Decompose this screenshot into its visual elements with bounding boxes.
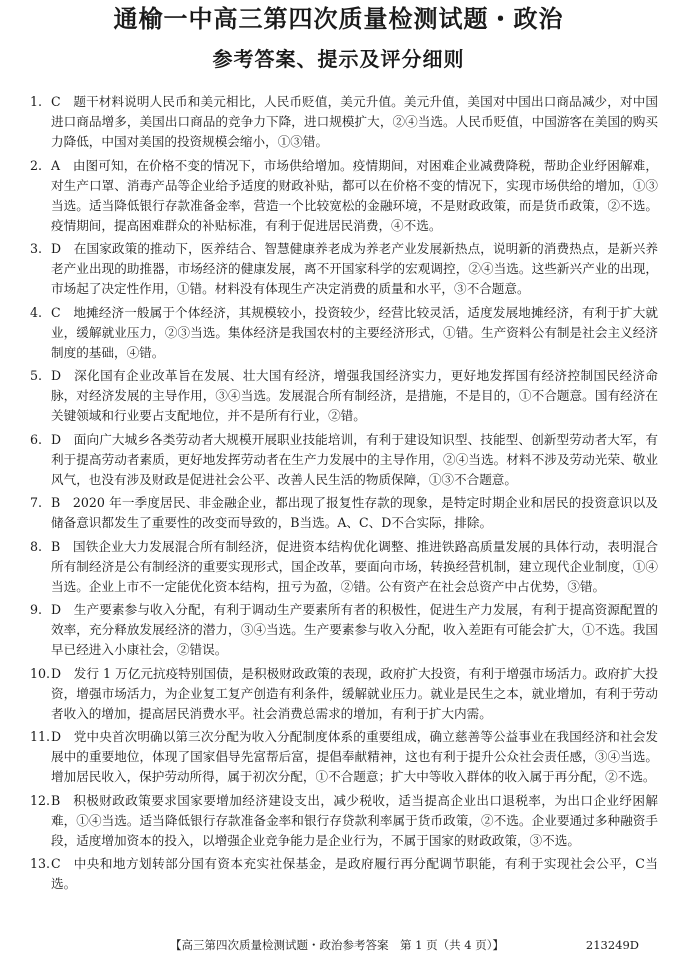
answer-number: 4. — [30, 304, 43, 320]
answer-number: 7. — [30, 495, 43, 510]
answer-explanation: 发行 1 万亿元抗疫特别国债，是积极财政政策的表现，政府扩大投资，有利于增强市场活力。政府扩大投资，增强市场活力，为企业复工复产创造有利条件，缓解就业压力。就业是民生之本，就业增加，有利于劳动者收入的增加，提高居民消费水平。社会消费总需求的增加，有利于扩大内需。 — [51, 665, 658, 721]
answer-number: 1. — [30, 94, 43, 109]
answer-item — [30, 366, 658, 426]
answer-number: 9. — [30, 602, 43, 617]
answer-list — [30, 92, 658, 898]
answer-explanation: 由图可知，在价格不变的情况下，市场供给增加。疫情期间，对困难企业减费降税，帮助企业纾困解难，对生产口罩、消毒产品等企业给予适度的财政补贴，都可以在价格不变的情况下，实现市场供给的增加，①③当选。适当降低银行存款准备金率，营造一个比较宽松的金融环境，不是财政政策，而是货币政策，②不选。疫情期间，提高困难群众的补贴标准，有利于促进居民消费，④不选。 — [51, 157, 658, 233]
answer-letter: C — [51, 304, 61, 320]
answer-letter: B — [51, 538, 61, 554]
answer-number: 2. — [30, 157, 43, 173]
answer-letter: A — [51, 157, 61, 173]
answer-item — [30, 664, 658, 724]
answer-item — [30, 156, 658, 236]
answer-explanation: 国铁企业大力发展混合所有制经济，促进资本结构优化调整、推进铁路高质量发展的具体行动，表明混合所有制经济是公有制经济的重要实现形式，国企改革，要面向市场，转换经营机制，建立现代企业制度，①④当选。企业上市不一定能优化资本结构，扭亏为盈，②错。公有资产在社会总资产中占优势，③错。 — [51, 538, 658, 594]
answer-letter: B — [51, 792, 61, 808]
answer-item — [30, 430, 658, 490]
answer-item — [30, 600, 658, 660]
answer-letter: D — [51, 602, 62, 617]
answer-letter: D — [51, 665, 62, 681]
footer-page-info: 【高三第四次质量检测试题・政治参考答案 第 1 页（共 4 页）】 — [170, 938, 505, 952]
answer-explanation: 题干材料说明人民币和美元相比，人民币贬值，美元升值。美元升值，美国对中国出口商品减少，对中国进口商品增多，美国出口商品的竞争力下降，进口规模扩大，②④当选。人民币贬值，中国游客在美国的购买力降低，中国对美国的投资规模会缩小，①③错。 — [51, 94, 658, 149]
answer-number: 10. — [30, 665, 51, 681]
answer-item — [30, 854, 658, 894]
page-subtitle: 参考答案、提示及评分细则 — [212, 47, 465, 71]
answer-letter: D — [51, 729, 62, 744]
answer-explanation: 2020 年一季度居民、非金融企业，都出现了报复性存款的现象，是特定时期企业和居民的投资意识以及储备意识都发生了重要性的改变而导致的，B当选。A、C、D不合实际，排除。 — [51, 495, 658, 530]
answer-letter: D — [51, 431, 62, 447]
answer-letter: C — [51, 94, 61, 109]
answer-explanation: 中央和地方划转部分国有资本充实社保基金，是政府履行再分配调节职能，有利于实现社会公平，C当选。 — [51, 856, 658, 891]
answer-explanation: 深化国有企业改革旨在发展、壮大国有经济，增强我国经济实力，更好地发挥国有经济控制国民经济命脉，对经济发展的主导作用，③④当选。发展混合所有制经济，是措施，不是目的，①不合题意。国有经济在关键领域和行业要占支配地位，并不是所有行业，②错。 — [51, 368, 658, 423]
answer-item — [30, 493, 658, 533]
answer-item — [30, 239, 658, 299]
answer-explanation: 在国家政策的推动下，医养结合、智慧健康养老成为养老产业发展新热点，说明新的消费热点，是新兴养老产业出现的助推器，市场经济的健康发展，离不开国家科学的宏观调控，②④当选。这些新兴产业的出现，市场起了决定性作用，①错。材料没有体现生产决定消费的质量和水平，③不合题意。 — [51, 241, 658, 296]
answer-explanation: 积极财政政策要求国家要增加经济建设支出，减少税收，适当提高企业出口退税率，为出口企业纾困解难，①④当选。适当降低银行存款准备金率和银行存贷款利率属于货币政策，②不选。企业要通过多种融资手段，适度增加资本的投入，以增强企业竞争能力是企业行为，不属于国家的财政政策，③不选。 — [51, 792, 658, 848]
answer-letter: B — [51, 495, 61, 510]
answer-number: 13. — [30, 856, 51, 871]
answer-number: 5. — [30, 368, 43, 383]
answer-letter: C — [51, 856, 61, 871]
page-footer — [0, 934, 677, 956]
answer-number: 11. — [30, 729, 51, 744]
answer-letter: D — [51, 241, 62, 256]
page-title: 通榆一中高三第四次质量检测试题・政治 — [113, 4, 564, 33]
answer-number: 12. — [30, 792, 51, 808]
answer-item — [30, 791, 658, 851]
answer-number: 6. — [30, 431, 43, 447]
answer-explanation: 面向广大城乡各类劳动者大规模开展职业技能培训，有利于建设知识型、技能型、创新型劳动者大军，有利于提高劳动者素质，更好地发挥劳动者在生产力发展中的主导作用，②④当选。材料不涉及劳动光荣、敬业风气，也没有涉及财政是促进社会公平、改善人民生活的物质保障，①③不合题意。 — [51, 431, 658, 487]
answer-number: 8. — [30, 538, 43, 554]
answer-explanation: 地摊经济一般属于个体经济，其规模较小，投资较少，经营比较灵活，适度发展地摊经济，有利于扩大就业，缓解就业压力，②③当选。集体经济是我国农村的主要经济形式，①错。生产资料公有制是社会主义经济制度的基础，④错。 — [51, 304, 658, 360]
answer-number: 3. — [30, 241, 43, 256]
answer-item — [30, 727, 658, 787]
answer-item — [30, 303, 658, 363]
answer-item — [30, 92, 658, 152]
answer-explanation: 党中央首次明确以第三次分配为收入分配制度体系的重要组成，确立慈善等公益事业在我国经济和社会发展中的重要地位，体现了国家倡导先富帮后富，提倡奉献精神，这也有利于提升公众社会责任感，③④当选。增加居民收入，保护劳动所得，属于初次分配，①不合题意；扩大中等收入群体的收入属于再分配，②不选。 — [51, 729, 658, 784]
answer-explanation: 生产要素参与收入分配，有利于调动生产要素所有者的积极性，促进生产力发展，有利于提高资源配置的效率，充分释放发展经济的潜力，③④当选。生产要素参与收入分配，收入差距有可能会扩大，①不选。我国早已经进入小康社会，②错误。 — [51, 602, 658, 657]
footer-code: 213249D — [585, 938, 639, 952]
answer-item — [30, 537, 658, 597]
answer-letter: D — [51, 368, 62, 383]
